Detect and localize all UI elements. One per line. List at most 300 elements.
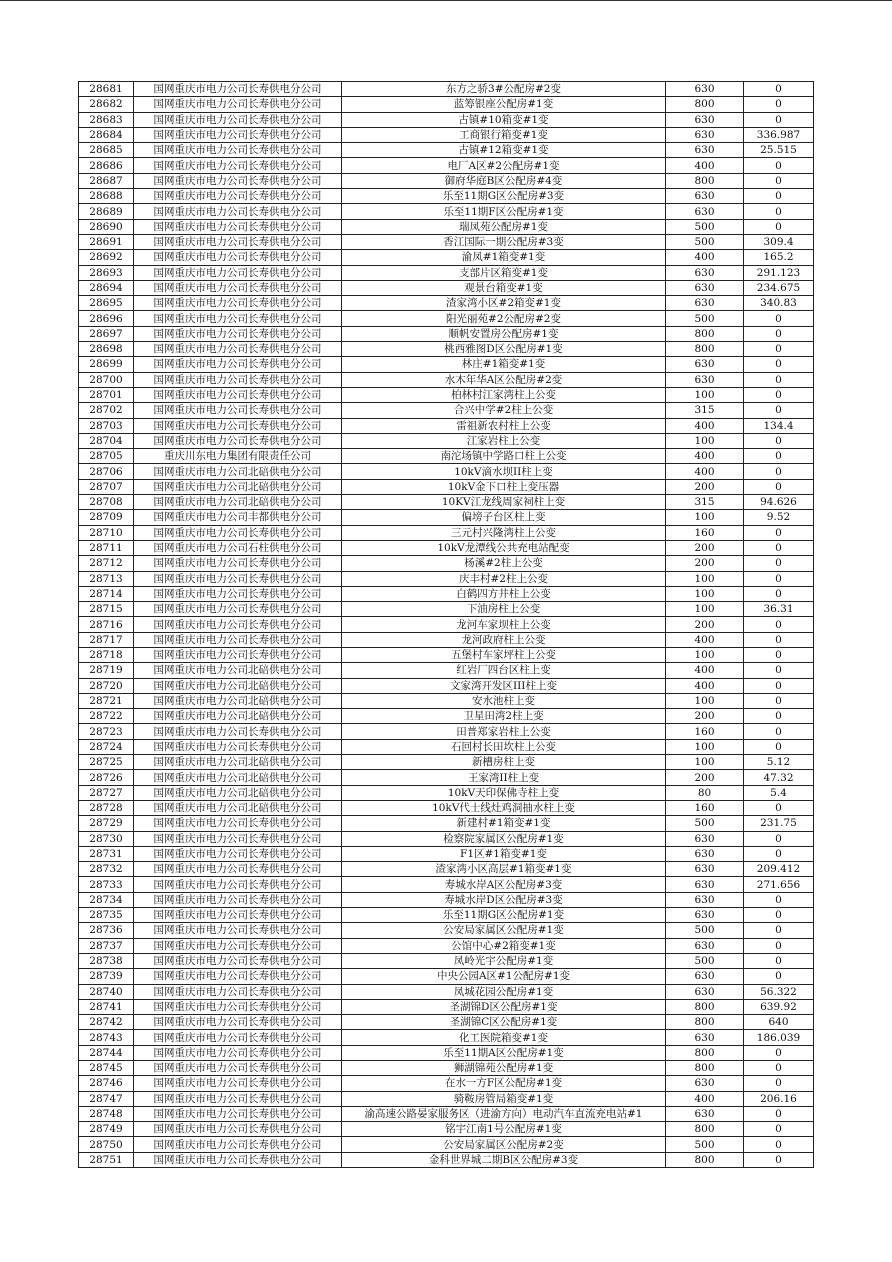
company-cell: 国网重庆市电力公司丰都供电分公司 [134,510,342,525]
value-cell: 36.31 [744,602,814,617]
row-id-cell: 28729 [79,816,134,831]
table-row [79,234,814,249]
value-cell: 234.675 [744,280,814,295]
row-id-cell: 28705 [79,449,134,464]
value-cell: 639.92 [744,999,814,1014]
row-id-cell: 28688 [79,189,134,204]
table-row [79,204,814,219]
company-cell: 国网重庆市电力公司长寿供电分公司 [134,999,342,1014]
company-cell: 国网重庆市电力公司长寿供电分公司 [134,892,342,907]
value-cell: 0 [744,556,814,571]
value-cell: 0 [744,586,814,601]
row-id-cell: 28715 [79,602,134,617]
value-cell: 0 [744,433,814,448]
company-cell: 国网重庆市电力公司北碚供电分公司 [134,495,342,510]
table-row [79,877,814,892]
company-cell: 国网重庆市电力公司长寿供电分公司 [134,938,342,953]
row-id-cell: 28682 [79,97,134,112]
value-cell: 0 [744,892,814,907]
row-id-cell: 28743 [79,1030,134,1045]
table-row [79,602,814,617]
capacity-cell: 630 [666,846,744,861]
capacity-cell: 500 [666,219,744,234]
table-row [79,846,814,861]
station-name-cell: 古镇#12箱变#1变 [342,143,666,158]
capacity-cell: 400 [666,678,744,693]
company-cell: 国网重庆市电力公司长寿供电分公司 [134,1045,342,1060]
row-id-cell: 28694 [79,280,134,295]
row-id-cell: 28706 [79,464,134,479]
company-cell: 国网重庆市电力公司长寿供电分公司 [134,617,342,632]
value-cell: 206.16 [744,1091,814,1106]
capacity-cell: 800 [666,1015,744,1030]
capacity-cell: 100 [666,693,744,708]
station-name-cell: 龙河车家坝柱上公变 [342,617,666,632]
company-cell: 国网重庆市电力公司北碚供电分公司 [134,770,342,785]
company-cell: 国网重庆市电力公司长寿供电分公司 [134,724,342,739]
station-name-cell: 铭宇江南1号公配房#1变 [342,1122,666,1137]
table-row [79,173,814,188]
table-row [79,693,814,708]
company-cell: 国网重庆市电力公司长寿供电分公司 [134,403,342,418]
station-name-cell: 古镇#10箱变#1变 [342,112,666,127]
value-cell: 0 [744,82,814,97]
row-id-cell: 28723 [79,724,134,739]
row-id-cell: 28704 [79,433,134,448]
table-row [79,510,814,525]
table-row [79,556,814,571]
capacity-cell: 200 [666,617,744,632]
table-row [79,953,814,968]
table-row [79,663,814,678]
company-cell: 国网重庆市电力公司北碚供电分公司 [134,479,342,494]
station-name-cell: 凤岭光宇公配房#1变 [342,953,666,968]
company-cell: 国网重庆市电力公司长寿供电分公司 [134,908,342,923]
company-cell: 国网重庆市电力公司北碚供电分公司 [134,709,342,724]
row-id-cell: 28685 [79,143,134,158]
value-cell: 0 [744,571,814,586]
station-name-cell: 10kV龙潭线公共充电站配变 [342,540,666,555]
table-row [79,357,814,372]
row-id-cell: 28701 [79,387,134,402]
capacity-cell: 630 [666,372,744,387]
capacity-cell: 800 [666,1061,744,1076]
company-cell: 国网重庆市电力公司长寿供电分公司 [134,311,342,326]
table-row [79,296,814,311]
value-cell: 25.515 [744,143,814,158]
capacity-cell: 800 [666,173,744,188]
station-name-cell: 田普郑家岩柱上公变 [342,724,666,739]
row-id-cell: 28717 [79,632,134,647]
capacity-cell: 630 [666,892,744,907]
row-id-cell: 28707 [79,479,134,494]
company-cell: 国网重庆市电力公司长寿供电分公司 [134,632,342,647]
table-row [79,709,814,724]
value-cell: 47.32 [744,770,814,785]
capacity-cell: 100 [666,510,744,525]
station-name-cell: 支部片区箱变#1变 [342,265,666,280]
value-cell: 5.12 [744,755,814,770]
value-cell: 0 [744,525,814,540]
capacity-cell: 630 [666,1030,744,1045]
company-cell: 国网重庆市电力公司长寿供电分公司 [134,1061,342,1076]
table-row [79,1137,814,1152]
station-name-cell: 在水一方F区公配房#1变 [342,1076,666,1091]
row-id-cell: 28721 [79,693,134,708]
value-cell: 0 [744,112,814,127]
table-row [79,571,814,586]
station-name-cell: 公馆中心#2箱变#1变 [342,938,666,953]
table-row [79,969,814,984]
table-row [79,984,814,999]
value-cell: 0 [744,189,814,204]
company-cell: 国网重庆市电力公司北碚供电分公司 [134,785,342,800]
company-cell: 国网重庆市电力公司长寿供电分公司 [134,556,342,571]
row-id-cell: 28725 [79,755,134,770]
table-row [79,800,814,815]
capacity-cell: 630 [666,938,744,953]
table-row [79,724,814,739]
value-cell: 336.987 [744,127,814,142]
capacity-cell: 200 [666,556,744,571]
company-cell: 重庆川东电力集团有限责任公司 [134,449,342,464]
station-name-cell: 10kV金下口柱上变压器 [342,479,666,494]
company-cell: 国网重庆市电力公司长寿供电分公司 [134,953,342,968]
company-cell: 国网重庆市电力公司长寿供电分公司 [134,969,342,984]
table-row [79,143,814,158]
station-name-cell: 安水池柱上变 [342,693,666,708]
value-cell: 0 [744,540,814,555]
station-name-cell: 凤城花园公配房#1变 [342,984,666,999]
company-cell: 国网重庆市电力公司长寿供电分公司 [134,173,342,188]
table-row [79,449,814,464]
company-cell: 国网重庆市电力公司长寿供电分公司 [134,326,342,341]
table-row [79,127,814,142]
station-name-cell: 圣湖锦D区公配房#1变 [342,999,666,1014]
value-cell: 0 [744,387,814,402]
table-row [79,1091,814,1106]
station-name-cell: 10kV天印保佛寺柱上变 [342,785,666,800]
station-name-cell: 三元村兴隆湾柱上公变 [342,525,666,540]
station-name-cell: 10kV滴水坝II柱上变 [342,464,666,479]
table-row [79,586,814,601]
capacity-cell: 200 [666,770,744,785]
station-name-cell: 圣湖锦C区公配房#1变 [342,1015,666,1030]
row-id-cell: 28700 [79,372,134,387]
station-name-cell: 中央公园A区#1公配房#1变 [342,969,666,984]
station-name-cell: 乐至11期A区公配房#1变 [342,1045,666,1060]
station-name-cell: 新槽房柱上变 [342,755,666,770]
value-cell: 0 [744,97,814,112]
station-name-cell: 顺帆安置房公配房#1变 [342,326,666,341]
value-cell: 271.656 [744,877,814,892]
capacity-cell: 630 [666,831,744,846]
company-cell: 国网重庆市电力公司长寿供电分公司 [134,97,342,112]
capacity-cell: 200 [666,709,744,724]
capacity-cell: 630 [666,357,744,372]
capacity-cell: 400 [666,418,744,433]
station-name-cell: 渣家湾小区#2箱变#1变 [342,296,666,311]
capacity-cell: 100 [666,755,744,770]
company-cell: 国网重庆市电力公司长寿供电分公司 [134,816,342,831]
capacity-cell: 630 [666,1076,744,1091]
table-row [79,770,814,785]
row-id-cell: 28718 [79,647,134,662]
row-id-cell: 28691 [79,234,134,249]
row-id-cell: 28711 [79,540,134,555]
company-cell: 国网重庆市电力公司长寿供电分公司 [134,846,342,861]
capacity-cell: 800 [666,1122,744,1137]
value-cell: 0 [744,908,814,923]
station-name-cell: 瑞凤苑公配房#1变 [342,219,666,234]
station-name-cell: 庆丰村#2柱上公变 [342,571,666,586]
data-table [78,81,814,1168]
table-row [79,265,814,280]
capacity-cell: 800 [666,342,744,357]
row-id-cell: 28687 [79,173,134,188]
table-row [79,908,814,923]
table-row [79,280,814,295]
table-row [79,387,814,402]
capacity-cell: 315 [666,495,744,510]
company-cell: 国网重庆市电力公司长寿供电分公司 [134,831,342,846]
row-id-cell: 28702 [79,403,134,418]
company-cell: 国网重庆市电力公司长寿供电分公司 [134,647,342,662]
station-name-cell: 水木年华A区公配房#2变 [342,372,666,387]
station-name-cell: 公安局家属区公配房#2变 [342,1137,666,1152]
station-name-cell: 乐至11期G区公配房#1变 [342,908,666,923]
value-cell: 0 [744,449,814,464]
station-name-cell: 金科世界城二期B区公配房#3变 [342,1152,666,1167]
company-cell: 国网重庆市电力公司长寿供电分公司 [134,234,342,249]
station-name-cell: 乐至11期G区公配房#3变 [342,189,666,204]
station-name-cell: 公安局家属区公配房#1变 [342,923,666,938]
value-cell: 0 [744,372,814,387]
value-cell: 640 [744,1015,814,1030]
capacity-cell: 160 [666,525,744,540]
capacity-cell: 630 [666,189,744,204]
company-cell: 国网重庆市电力公司长寿供电分公司 [134,1015,342,1030]
table-row [79,1030,814,1045]
table-row [79,250,814,265]
row-id-cell: 28709 [79,510,134,525]
row-id-cell: 28735 [79,908,134,923]
row-id-cell: 28686 [79,158,134,173]
capacity-cell: 630 [666,82,744,97]
row-id-cell: 28722 [79,709,134,724]
row-id-cell: 28712 [79,556,134,571]
row-id-cell: 28698 [79,342,134,357]
station-name-cell: 南沱场镇中学路口柱上公变 [342,449,666,464]
row-id-cell: 28699 [79,357,134,372]
station-name-cell: 江家岩柱上公变 [342,433,666,448]
value-cell: 0 [744,693,814,708]
table-body [79,82,814,1168]
table-row [79,112,814,127]
capacity-cell: 500 [666,234,744,249]
value-cell: 0 [744,158,814,173]
row-id-cell: 28696 [79,311,134,326]
capacity-cell: 100 [666,433,744,448]
capacity-cell: 400 [666,250,744,265]
capacity-cell: 630 [666,969,744,984]
company-cell: 国网重庆市电力公司石柱供电分公司 [134,540,342,555]
capacity-cell: 630 [666,908,744,923]
company-cell: 国网重庆市电力公司长寿供电分公司 [134,357,342,372]
company-cell: 国网重庆市电力公司长寿供电分公司 [134,280,342,295]
company-cell: 国网重庆市电力公司长寿供电分公司 [134,877,342,892]
value-cell: 134.4 [744,418,814,433]
station-name-cell: 石回村长田坎柱上公变 [342,739,666,754]
capacity-cell: 630 [666,265,744,280]
value-cell: 0 [744,479,814,494]
row-id-cell: 28728 [79,800,134,815]
capacity-cell: 400 [666,449,744,464]
page-top-rule [0,0,892,1]
table-row [79,938,814,953]
company-cell: 国网重庆市电力公司长寿供电分公司 [134,1137,342,1152]
station-name-cell: 阳光丽苑#2公配房#2变 [342,311,666,326]
capacity-cell: 400 [666,1091,744,1106]
row-id-cell: 28747 [79,1091,134,1106]
table-row [79,311,814,326]
company-cell: 国网重庆市电力公司长寿供电分公司 [134,387,342,402]
company-cell: 国网重庆市电力公司北碚供电分公司 [134,755,342,770]
value-cell: 0 [744,739,814,754]
capacity-cell: 630 [666,280,744,295]
value-cell: 186.039 [744,1030,814,1045]
capacity-cell: 800 [666,1045,744,1060]
row-id-cell: 28713 [79,571,134,586]
row-id-cell: 28742 [79,1015,134,1030]
station-name-cell: 渣家湾小区高层#1箱变#1变 [342,862,666,877]
table-row [79,342,814,357]
value-cell: 340.83 [744,296,814,311]
company-cell: 国网重庆市电力公司长寿供电分公司 [134,862,342,877]
value-cell: 0 [744,1061,814,1076]
station-name-cell: 蓝筹银座公配房#1变 [342,97,666,112]
company-cell: 国网重庆市电力公司长寿供电分公司 [134,602,342,617]
station-name-cell: 白鹤四方井柱上公变 [342,586,666,601]
value-cell: 231.75 [744,816,814,831]
value-cell: 0 [744,219,814,234]
capacity-cell: 400 [666,158,744,173]
station-name-cell: 香江国际一期公配房#3变 [342,234,666,249]
row-id-cell: 28741 [79,999,134,1014]
table-row [79,464,814,479]
value-cell: 0 [744,632,814,647]
table-row [79,433,814,448]
value-cell: 0 [744,846,814,861]
company-cell: 国网重庆市电力公司长寿供电分公司 [134,418,342,433]
row-id-cell: 28689 [79,204,134,219]
station-name-cell: 工商银行箱变#1变 [342,127,666,142]
company-cell: 国网重庆市电力公司长寿供电分公司 [134,296,342,311]
capacity-cell: 200 [666,540,744,555]
value-cell: 0 [744,969,814,984]
capacity-cell: 630 [666,296,744,311]
row-id-cell: 28749 [79,1122,134,1137]
station-name-cell: 化工医院箱变#1变 [342,1030,666,1045]
table-row [79,1106,814,1121]
value-cell: 0 [744,311,814,326]
capacity-cell: 400 [666,632,744,647]
capacity-cell: 630 [666,877,744,892]
table-row [79,739,814,754]
row-id-cell: 28684 [79,127,134,142]
value-cell: 0 [744,1152,814,1167]
row-id-cell: 28727 [79,785,134,800]
table-row [79,632,814,647]
station-name-cell: 乐至11期F区公配房#1变 [342,204,666,219]
table-row [79,1045,814,1060]
value-cell: 0 [744,678,814,693]
capacity-cell: 160 [666,724,744,739]
row-id-cell: 28720 [79,678,134,693]
company-cell: 国网重庆市电力公司长寿供电分公司 [134,265,342,280]
station-name-cell: 渝凤#1箱变#1变 [342,250,666,265]
table-row [79,617,814,632]
value-cell: 0 [744,403,814,418]
capacity-cell: 100 [666,602,744,617]
table-row [79,1061,814,1076]
capacity-cell: 200 [666,479,744,494]
table-row [79,82,814,97]
station-name-cell: 东方之骄3#公配房#2变 [342,82,666,97]
row-id-cell: 28730 [79,831,134,846]
company-cell: 国网重庆市电力公司长寿供电分公司 [134,586,342,601]
company-cell: 国网重庆市电力公司北碚供电分公司 [134,464,342,479]
row-id-cell: 28734 [79,892,134,907]
table-row [79,892,814,907]
capacity-cell: 500 [666,816,744,831]
row-id-cell: 28736 [79,923,134,938]
value-cell: 0 [744,647,814,662]
row-id-cell: 28695 [79,296,134,311]
row-id-cell: 28744 [79,1045,134,1060]
value-cell: 209.412 [744,862,814,877]
station-name-cell: 合兴中学#2柱上公变 [342,403,666,418]
capacity-cell: 500 [666,923,744,938]
company-cell: 国网重庆市电力公司长寿供电分公司 [134,1030,342,1045]
capacity-cell: 100 [666,647,744,662]
value-cell: 0 [744,1076,814,1091]
company-cell: 国网重庆市电力公司北碚供电分公司 [134,693,342,708]
company-cell: 国网重庆市电力公司长寿供电分公司 [134,1106,342,1121]
table-row [79,862,814,877]
row-id-cell: 28732 [79,862,134,877]
station-name-cell: 林庄#1箱变#1变 [342,357,666,372]
capacity-cell: 800 [666,97,744,112]
value-cell: 94.626 [744,495,814,510]
capacity-cell: 630 [666,143,744,158]
company-cell: 国网重庆市电力公司长寿供电分公司 [134,342,342,357]
company-cell: 国网重庆市电力公司长寿供电分公司 [134,372,342,387]
value-cell: 0 [744,938,814,953]
row-id-cell: 28714 [79,586,134,601]
station-name-cell: 渝高速公路晏家服务区（进渝方向）电动汽车直流充电站#1 [342,1106,666,1121]
station-name-cell: 骑鞍房管局箱变#1变 [342,1091,666,1106]
company-cell: 国网重庆市电力公司长寿供电分公司 [134,189,342,204]
table-row [79,755,814,770]
value-cell: 5.4 [744,785,814,800]
row-id-cell: 28693 [79,265,134,280]
capacity-cell: 630 [666,127,744,142]
row-id-cell: 28751 [79,1152,134,1167]
station-name-cell: 文家湾开发区III柱上变 [342,678,666,693]
capacity-cell: 500 [666,1137,744,1152]
row-id-cell: 28690 [79,219,134,234]
